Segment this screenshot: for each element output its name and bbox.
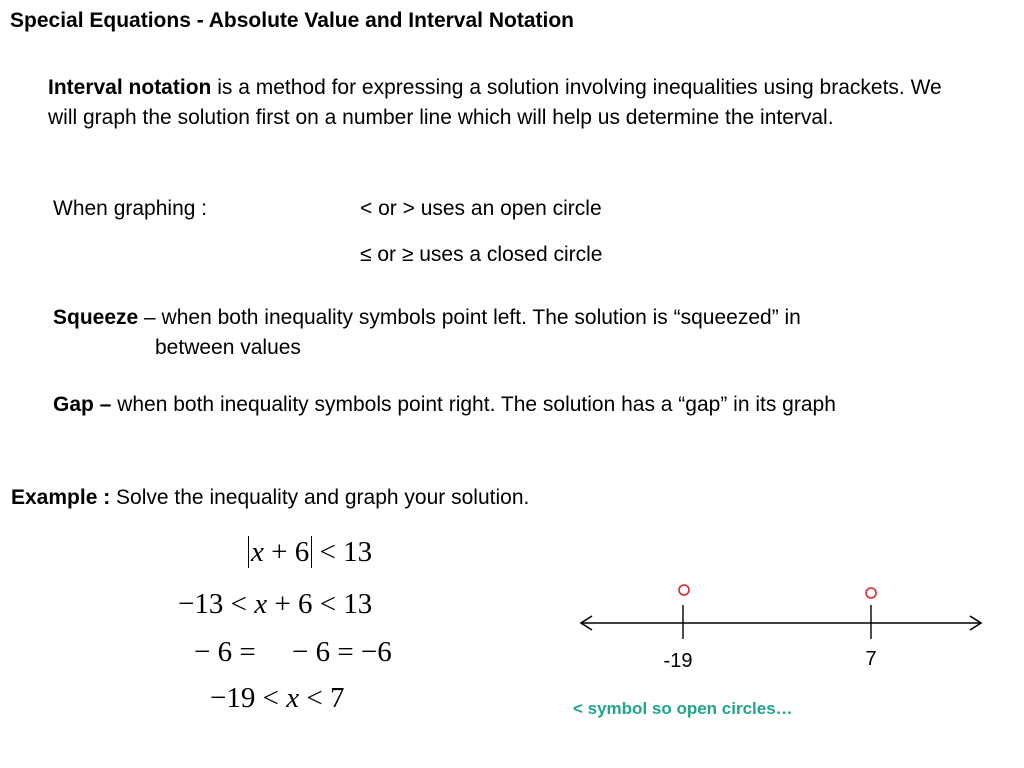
example-text: Solve the inequality and graph your solution. (110, 486, 530, 509)
gap-text: when both inequality symbols point right. The solution has a “gap” in its graph (111, 393, 836, 416)
label-7: 7 (865, 648, 877, 670)
variable-x: x (286, 682, 300, 714)
number-line (570, 575, 990, 680)
equation-line-4 (210, 682, 344, 715)
intro-text: is a method for expressing a solution involving inequalities using brackets. We will graph the solution first on a number line which will help us determine the interval. (48, 76, 942, 129)
interval-notation-term: Interval notation (48, 76, 212, 99)
label-minus-19: -19 (663, 650, 693, 672)
open-circle-7 (866, 588, 876, 598)
squeeze-term: Squeeze (53, 306, 139, 329)
open-circle-minus-19 (679, 585, 689, 595)
absolute-value-inner: + 6 (263, 536, 310, 568)
gap-term: Gap – (53, 393, 112, 416)
absolute-value-expression (248, 536, 312, 568)
example-label: Example : (11, 486, 111, 509)
variable-x: x (254, 588, 268, 620)
equation-line-2-left: −13 < (178, 588, 255, 620)
gap-definition (53, 390, 983, 420)
example-prompt (11, 486, 529, 510)
equation-line-1 (248, 536, 372, 569)
intro-paragraph (48, 73, 948, 133)
squeeze-text-continued: between values (155, 336, 301, 359)
equation-line-4-left: −19 < (210, 682, 287, 714)
squeeze-definition (53, 303, 983, 363)
page-title: Special Equations - Absolute Value and Interval Notation (10, 9, 574, 32)
equation-line-2 (178, 588, 372, 621)
closed-circle-rule: ≤ or ≥ uses a closed circle (360, 243, 603, 266)
when-graphing-label: When graphing : (53, 197, 208, 220)
equation-line-4-right: < 7 (299, 682, 345, 714)
squeeze-text: – when both inequality symbols point left. The solution is “squeezed” in (138, 306, 801, 329)
equation-line-1-rhs: < 13 (312, 536, 373, 568)
open-circle-rule: < or > uses an open circle (360, 197, 602, 220)
equation-line-2-right: + 6 < 13 (267, 588, 373, 620)
open-circle-note: < symbol so open circles… (573, 699, 793, 718)
equation-line-3: − 6 = − 6 = −6 (194, 636, 392, 668)
variable-x: x (251, 536, 264, 568)
